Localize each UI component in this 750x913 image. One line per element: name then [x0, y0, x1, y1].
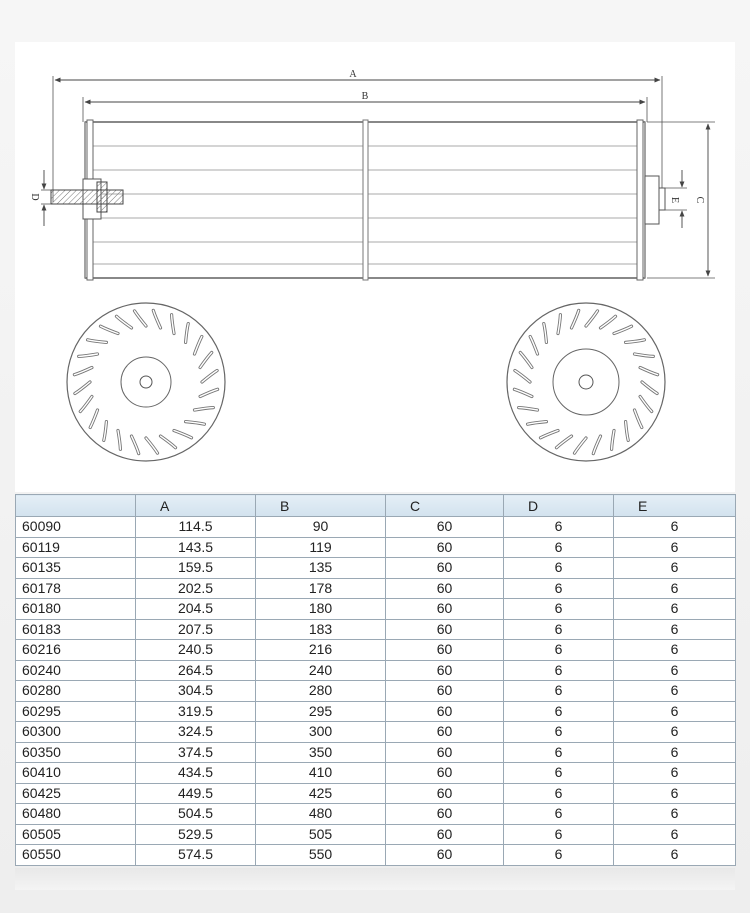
cell-d: 6 [504, 742, 614, 763]
cell-a: 240.5 [136, 640, 256, 661]
table-row [16, 537, 736, 558]
cell-c: 60 [386, 517, 504, 538]
table-row [16, 701, 736, 722]
cell-model: 60280 [16, 681, 136, 702]
table-row [16, 517, 736, 538]
cell-c: 60 [386, 824, 504, 845]
dimension-table [15, 494, 736, 866]
cell-a: 159.5 [136, 558, 256, 579]
fan-side-view [51, 120, 665, 280]
table-row [16, 824, 736, 845]
cell-b: 480 [256, 804, 386, 825]
footer-strip [15, 868, 735, 890]
cell-c: 60 [386, 845, 504, 866]
cell-model: 60300 [16, 722, 136, 743]
cell-e: 6 [614, 681, 736, 702]
dim-label-d: D [29, 193, 40, 201]
cell-e: 6 [614, 640, 736, 661]
cell-e: 6 [614, 824, 736, 845]
column-header-c: C [386, 495, 504, 517]
cell-e: 6 [614, 619, 736, 640]
cell-b: 505 [256, 824, 386, 845]
cell-model: 60550 [16, 845, 136, 866]
cell-e: 6 [614, 722, 736, 743]
cell-c: 60 [386, 722, 504, 743]
cell-model: 60505 [16, 824, 136, 845]
cell-b: 180 [256, 599, 386, 620]
impeller-end-view-right [507, 303, 665, 461]
cell-a: 434.5 [136, 763, 256, 784]
cell-a: 324.5 [136, 722, 256, 743]
cell-d: 6 [504, 824, 614, 845]
table-header-row [16, 495, 736, 517]
cell-d: 6 [504, 640, 614, 661]
cell-b: 550 [256, 845, 386, 866]
cell-d: 6 [504, 578, 614, 599]
cell-e: 6 [614, 845, 736, 866]
cell-c: 60 [386, 660, 504, 681]
dimension-d [29, 170, 51, 226]
cell-a: 374.5 [136, 742, 256, 763]
cell-d: 6 [504, 845, 614, 866]
cell-b: 410 [256, 763, 386, 784]
cell-model: 60350 [16, 742, 136, 763]
cell-e: 6 [614, 578, 736, 599]
cell-c: 60 [386, 599, 504, 620]
cell-a: 319.5 [136, 701, 256, 722]
cell-model: 60216 [16, 640, 136, 661]
table-row [16, 640, 736, 661]
cell-model: 60480 [16, 804, 136, 825]
cell-d: 6 [504, 804, 614, 825]
cell-model: 60410 [16, 763, 136, 784]
cell-d: 6 [504, 722, 614, 743]
fan-drawing-svg [15, 42, 735, 492]
cell-a: 504.5 [136, 804, 256, 825]
cell-model: 60180 [16, 599, 136, 620]
dim-label-c: C [694, 196, 705, 204]
cell-d: 6 [504, 599, 614, 620]
cell-d: 6 [504, 701, 614, 722]
cell-a: 304.5 [136, 681, 256, 702]
table-row [16, 804, 736, 825]
column-header-model [16, 495, 136, 517]
cell-c: 60 [386, 578, 504, 599]
cell-b: 90 [256, 517, 386, 538]
cell-b: 300 [256, 722, 386, 743]
cell-d: 6 [504, 537, 614, 558]
cell-a: 202.5 [136, 578, 256, 599]
cell-c: 60 [386, 783, 504, 804]
cell-d: 6 [504, 783, 614, 804]
impeller-end-view-left [67, 303, 225, 461]
cell-a: 207.5 [136, 619, 256, 640]
cell-b: 295 [256, 701, 386, 722]
cell-d: 6 [504, 517, 614, 538]
cell-b: 178 [256, 578, 386, 599]
column-header-a: A [136, 495, 256, 517]
cell-model: 60295 [16, 701, 136, 722]
cell-c: 60 [386, 537, 504, 558]
cell-model: 60090 [16, 517, 136, 538]
table-row [16, 722, 736, 743]
dim-label-b: B [361, 91, 369, 102]
technical-drawing [15, 42, 735, 492]
column-header-b: B [256, 495, 386, 517]
cell-c: 60 [386, 804, 504, 825]
dim-label-e: E [669, 196, 680, 204]
cell-c: 60 [386, 742, 504, 763]
dimension-a [53, 69, 662, 202]
cell-a: 204.5 [136, 599, 256, 620]
cell-d: 6 [504, 763, 614, 784]
cell-d: 6 [504, 558, 614, 579]
cell-e: 6 [614, 701, 736, 722]
table-row [16, 763, 736, 784]
table-row [16, 845, 736, 866]
cell-b: 119 [256, 537, 386, 558]
table-row [16, 578, 736, 599]
cell-model: 60119 [16, 537, 136, 558]
cell-b: 240 [256, 660, 386, 681]
cell-a: 114.5 [136, 517, 256, 538]
table-row [16, 742, 736, 763]
table-row [16, 783, 736, 804]
cell-b: 350 [256, 742, 386, 763]
cell-c: 60 [386, 640, 504, 661]
cell-model: 60425 [16, 783, 136, 804]
cell-e: 6 [614, 763, 736, 784]
table-row [16, 558, 736, 579]
cell-e: 6 [614, 804, 736, 825]
table-row [16, 619, 736, 640]
table-row [16, 681, 736, 702]
cell-c: 60 [386, 681, 504, 702]
cell-a: 449.5 [136, 783, 256, 804]
table-row [16, 660, 736, 681]
cell-e: 6 [614, 599, 736, 620]
cell-c: 60 [386, 763, 504, 784]
cell-b: 280 [256, 681, 386, 702]
dim-label-a: A [349, 69, 357, 80]
cell-e: 6 [614, 537, 736, 558]
dimension-b [83, 91, 647, 122]
cell-b: 183 [256, 619, 386, 640]
cell-d: 6 [504, 660, 614, 681]
cell-b: 425 [256, 783, 386, 804]
cell-model: 60183 [16, 619, 136, 640]
cell-e: 6 [614, 783, 736, 804]
cell-d: 6 [504, 619, 614, 640]
cell-a: 529.5 [136, 824, 256, 845]
cell-b: 216 [256, 640, 386, 661]
cell-e: 6 [614, 517, 736, 538]
cell-model: 60135 [16, 558, 136, 579]
cell-model: 60178 [16, 578, 136, 599]
cell-e: 6 [614, 742, 736, 763]
cell-model: 60240 [16, 660, 136, 681]
dimension-e [665, 170, 687, 228]
cell-a: 143.5 [136, 537, 256, 558]
column-header-d: D [504, 495, 614, 517]
table-body [16, 517, 736, 866]
table-row [16, 599, 736, 620]
column-header-e: E [614, 495, 736, 517]
cell-a: 574.5 [136, 845, 256, 866]
cell-e: 6 [614, 660, 736, 681]
cell-c: 60 [386, 619, 504, 640]
cell-e: 6 [614, 558, 736, 579]
cell-c: 60 [386, 558, 504, 579]
cell-a: 264.5 [136, 660, 256, 681]
cell-d: 6 [504, 681, 614, 702]
cell-c: 60 [386, 701, 504, 722]
cell-b: 135 [256, 558, 386, 579]
